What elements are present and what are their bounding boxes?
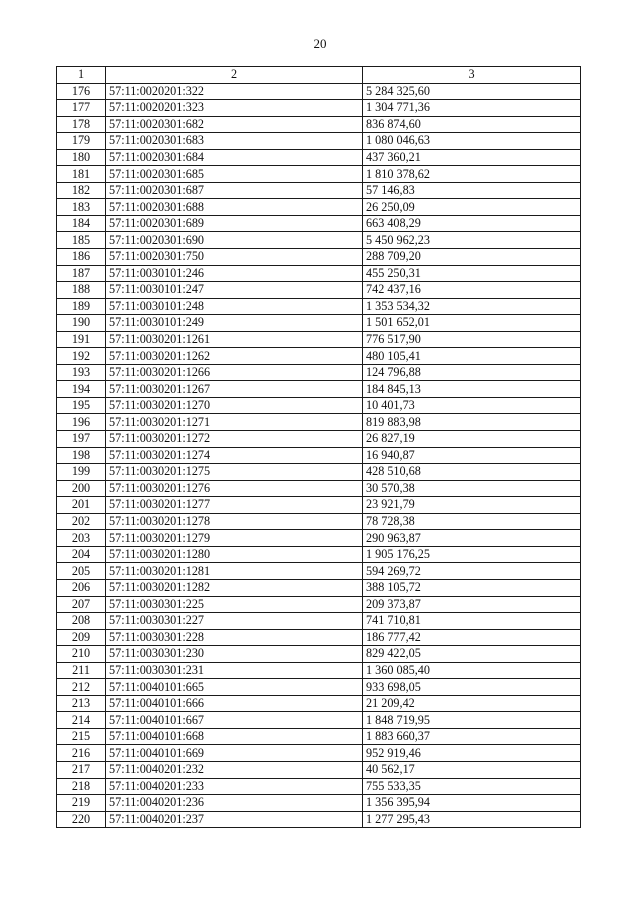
row-number-cell: 200 — [57, 480, 106, 497]
value-cell: 1 501 652,01 — [363, 315, 581, 332]
value-cell: 836 874,60 — [363, 116, 581, 133]
value-cell: 819 883,98 — [363, 414, 581, 431]
value-cell: 23 921,79 — [363, 497, 581, 514]
table-row — [57, 315, 581, 332]
table-row — [57, 530, 581, 547]
table-row — [57, 447, 581, 464]
cadastral-number-cell: 57:11:0030201:1272 — [106, 431, 363, 448]
value-cell: 40 562,17 — [363, 761, 581, 778]
row-number-cell: 210 — [57, 646, 106, 663]
cadastral-number-cell: 57:11:0020201:323 — [106, 100, 363, 117]
value-cell: 755 533,35 — [363, 778, 581, 795]
table-row — [57, 596, 581, 613]
cadastral-number-cell: 57:11:0020301:689 — [106, 215, 363, 232]
row-number-cell: 211 — [57, 662, 106, 679]
table-row — [57, 265, 581, 282]
cadastral-number-cell: 57:11:0030101:246 — [106, 265, 363, 282]
value-cell: 455 250,31 — [363, 265, 581, 282]
row-number-cell: 194 — [57, 381, 106, 398]
cadastral-number-cell: 57:11:0030301:231 — [106, 662, 363, 679]
cadastral-number-cell: 57:11:0040201:237 — [106, 811, 363, 828]
table-row — [57, 695, 581, 712]
page-number: 20 — [313, 36, 327, 51]
table-row — [57, 182, 581, 199]
row-number-cell: 176 — [57, 83, 106, 100]
value-cell: 1 905 176,25 — [363, 546, 581, 563]
data-table — [56, 66, 581, 828]
table-row — [57, 629, 581, 646]
row-number-cell: 177 — [57, 100, 106, 117]
row-number-cell: 220 — [57, 811, 106, 828]
cadastral-number-cell: 57:11:0020201:322 — [106, 83, 363, 100]
table-row — [57, 563, 581, 580]
value-cell: 1 848 719,95 — [363, 712, 581, 729]
row-number-cell: 198 — [57, 447, 106, 464]
row-number-cell: 218 — [57, 778, 106, 795]
header-row — [57, 67, 581, 84]
table-row — [57, 778, 581, 795]
value-cell: 288 709,20 — [363, 249, 581, 266]
table-row — [57, 215, 581, 232]
row-number-cell: 207 — [57, 596, 106, 613]
value-cell: 594 269,72 — [363, 563, 581, 580]
table-row — [57, 745, 581, 762]
table-row — [57, 513, 581, 530]
table-row — [57, 811, 581, 828]
row-number-cell: 178 — [57, 116, 106, 133]
table-row — [57, 613, 581, 630]
cadastral-number-cell: 57:11:0030201:1279 — [106, 530, 363, 547]
table-row — [57, 397, 581, 414]
table-row — [57, 348, 581, 365]
row-number-cell: 190 — [57, 315, 106, 332]
row-number-cell: 214 — [57, 712, 106, 729]
cadastral-number-cell: 57:11:0030301:228 — [106, 629, 363, 646]
cadastral-number-cell: 57:11:0030201:1262 — [106, 348, 363, 365]
row-number-cell: 182 — [57, 182, 106, 199]
table-row — [57, 761, 581, 778]
table-row — [57, 546, 581, 563]
cadastral-number-cell: 57:11:0030201:1282 — [106, 579, 363, 596]
value-cell: 21 209,42 — [363, 695, 581, 712]
row-number-cell: 215 — [57, 728, 106, 745]
row-number-cell: 188 — [57, 282, 106, 299]
cadastral-number-cell: 57:11:0030301:225 — [106, 596, 363, 613]
row-number-cell: 202 — [57, 513, 106, 530]
cadastral-number-cell: 57:11:0020301:682 — [106, 116, 363, 133]
cadastral-number-cell: 57:11:0030201:1281 — [106, 563, 363, 580]
value-cell: 1 883 660,37 — [363, 728, 581, 745]
value-cell: 1 356 395,94 — [363, 795, 581, 812]
cadastral-number-cell: 57:11:0030101:249 — [106, 315, 363, 332]
value-cell: 933 698,05 — [363, 679, 581, 696]
cadastral-number-cell: 57:11:0030201:1261 — [106, 331, 363, 348]
table-row — [57, 116, 581, 133]
table-row — [57, 83, 581, 100]
row-number-cell: 180 — [57, 149, 106, 166]
row-number-cell: 191 — [57, 331, 106, 348]
cadastral-number-cell: 57:11:0020301:690 — [106, 232, 363, 249]
table-row — [57, 795, 581, 812]
row-number-cell: 204 — [57, 546, 106, 563]
table-row — [57, 100, 581, 117]
value-cell: 437 360,21 — [363, 149, 581, 166]
cadastral-number-cell: 57:11:0020301:683 — [106, 133, 363, 150]
table-row — [57, 232, 581, 249]
table-row — [57, 728, 581, 745]
row-number-cell: 189 — [57, 298, 106, 315]
row-number-cell: 197 — [57, 431, 106, 448]
value-cell: 5 284 325,60 — [363, 83, 581, 100]
cadastral-number-cell: 57:11:0040101:668 — [106, 728, 363, 745]
value-cell: 1 080 046,63 — [363, 133, 581, 150]
row-number-cell: 186 — [57, 249, 106, 266]
value-cell: 1 277 295,43 — [363, 811, 581, 828]
row-number-cell: 179 — [57, 133, 106, 150]
row-number-cell: 219 — [57, 795, 106, 812]
cadastral-number-cell: 57:11:0040201:236 — [106, 795, 363, 812]
value-cell: 480 105,41 — [363, 348, 581, 365]
row-number-cell: 201 — [57, 497, 106, 514]
cadastral-number-cell: 57:11:0040201:232 — [106, 761, 363, 778]
column-header-1: 1 — [57, 67, 106, 84]
value-cell: 16 940,87 — [363, 447, 581, 464]
value-cell: 26 827,19 — [363, 431, 581, 448]
row-number-cell: 199 — [57, 464, 106, 481]
table-row — [57, 414, 581, 431]
cadastral-number-cell: 57:11:0020301:685 — [106, 166, 363, 183]
value-cell: 124 796,88 — [363, 364, 581, 381]
row-number-cell: 193 — [57, 364, 106, 381]
cadastral-number-cell: 57:11:0030201:1274 — [106, 447, 363, 464]
cadastral-number-cell: 57:11:0030201:1271 — [106, 414, 363, 431]
value-cell: 290 963,87 — [363, 530, 581, 547]
value-cell: 741 710,81 — [363, 613, 581, 630]
table-row — [57, 149, 581, 166]
table-row — [57, 199, 581, 216]
table-row — [57, 662, 581, 679]
table-row — [57, 133, 581, 150]
row-number-cell: 205 — [57, 563, 106, 580]
cadastral-number-cell: 57:11:0020301:687 — [106, 182, 363, 199]
value-cell: 78 728,38 — [363, 513, 581, 530]
table-row — [57, 381, 581, 398]
table-row — [57, 480, 581, 497]
value-cell: 1 360 085,40 — [363, 662, 581, 679]
row-number-cell: 184 — [57, 215, 106, 232]
cadastral-number-cell: 57:11:0040101:669 — [106, 745, 363, 762]
table-row — [57, 497, 581, 514]
row-number-cell: 196 — [57, 414, 106, 431]
row-number-cell: 183 — [57, 199, 106, 216]
value-cell: 186 777,42 — [363, 629, 581, 646]
cadastral-number-cell: 57:11:0030201:1270 — [106, 397, 363, 414]
cadastral-number-cell: 57:11:0030301:230 — [106, 646, 363, 663]
cadastral-number-cell: 57:11:0030201:1280 — [106, 546, 363, 563]
table-row — [57, 331, 581, 348]
cadastral-number-cell: 57:11:0030201:1275 — [106, 464, 363, 481]
value-cell: 829 422,05 — [363, 646, 581, 663]
value-cell: 10 401,73 — [363, 397, 581, 414]
value-cell: 776 517,90 — [363, 331, 581, 348]
row-number-cell: 185 — [57, 232, 106, 249]
table-row — [57, 298, 581, 315]
value-cell: 30 570,38 — [363, 480, 581, 497]
value-cell: 388 105,72 — [363, 579, 581, 596]
value-cell: 209 373,87 — [363, 596, 581, 613]
row-number-cell: 217 — [57, 761, 106, 778]
row-number-cell: 208 — [57, 613, 106, 630]
cadastral-number-cell: 57:11:0030201:1278 — [106, 513, 363, 530]
table-body — [57, 83, 581, 828]
value-cell: 26 250,09 — [363, 199, 581, 216]
table-row — [57, 364, 581, 381]
cadastral-number-cell: 57:11:0030201:1277 — [106, 497, 363, 514]
column-header-2: 2 — [106, 67, 363, 84]
row-number-cell: 195 — [57, 397, 106, 414]
table-row — [57, 464, 581, 481]
value-cell: 742 437,16 — [363, 282, 581, 299]
table-row — [57, 579, 581, 596]
cadastral-number-cell: 57:11:0040101:665 — [106, 679, 363, 696]
row-number-cell: 203 — [57, 530, 106, 547]
table-row — [57, 712, 581, 729]
row-number-cell: 181 — [57, 166, 106, 183]
row-number-cell: 209 — [57, 629, 106, 646]
table-row — [57, 249, 581, 266]
table-row — [57, 431, 581, 448]
cadastral-number-cell: 57:11:0020301:688 — [106, 199, 363, 216]
row-number-cell: 192 — [57, 348, 106, 365]
table-header — [57, 67, 581, 84]
value-cell: 1 810 378,62 — [363, 166, 581, 183]
value-cell: 184 845,13 — [363, 381, 581, 398]
value-cell: 428 510,68 — [363, 464, 581, 481]
value-cell: 663 408,29 — [363, 215, 581, 232]
row-number-cell: 216 — [57, 745, 106, 762]
cadastral-number-cell: 57:11:0030101:247 — [106, 282, 363, 299]
value-cell: 57 146,83 — [363, 182, 581, 199]
cadastral-number-cell: 57:11:0020301:684 — [106, 149, 363, 166]
cadastral-number-cell: 57:11:0030201:1266 — [106, 364, 363, 381]
row-number-cell: 212 — [57, 679, 106, 696]
row-number-cell: 206 — [57, 579, 106, 596]
table-row — [57, 646, 581, 663]
cadastral-number-cell: 57:11:0020301:750 — [106, 249, 363, 266]
table-row — [57, 166, 581, 183]
cadastral-number-cell: 57:11:0040101:666 — [106, 695, 363, 712]
value-cell: 1 304 771,36 — [363, 100, 581, 117]
table-row — [57, 679, 581, 696]
value-cell: 1 353 534,32 — [363, 298, 581, 315]
cadastral-number-cell: 57:11:0030201:1276 — [106, 480, 363, 497]
value-cell: 952 919,46 — [363, 745, 581, 762]
cadastral-number-cell: 57:11:0030101:248 — [106, 298, 363, 315]
cadastral-number-cell: 57:11:0040101:667 — [106, 712, 363, 729]
cadastral-number-cell: 57:11:0040201:233 — [106, 778, 363, 795]
cadastral-number-cell: 57:11:0030201:1267 — [106, 381, 363, 398]
column-header-3: 3 — [363, 67, 581, 84]
table-row — [57, 282, 581, 299]
row-number-cell: 213 — [57, 695, 106, 712]
row-number-cell: 187 — [57, 265, 106, 282]
value-cell: 5 450 962,23 — [363, 232, 581, 249]
cadastral-number-cell: 57:11:0030301:227 — [106, 613, 363, 630]
